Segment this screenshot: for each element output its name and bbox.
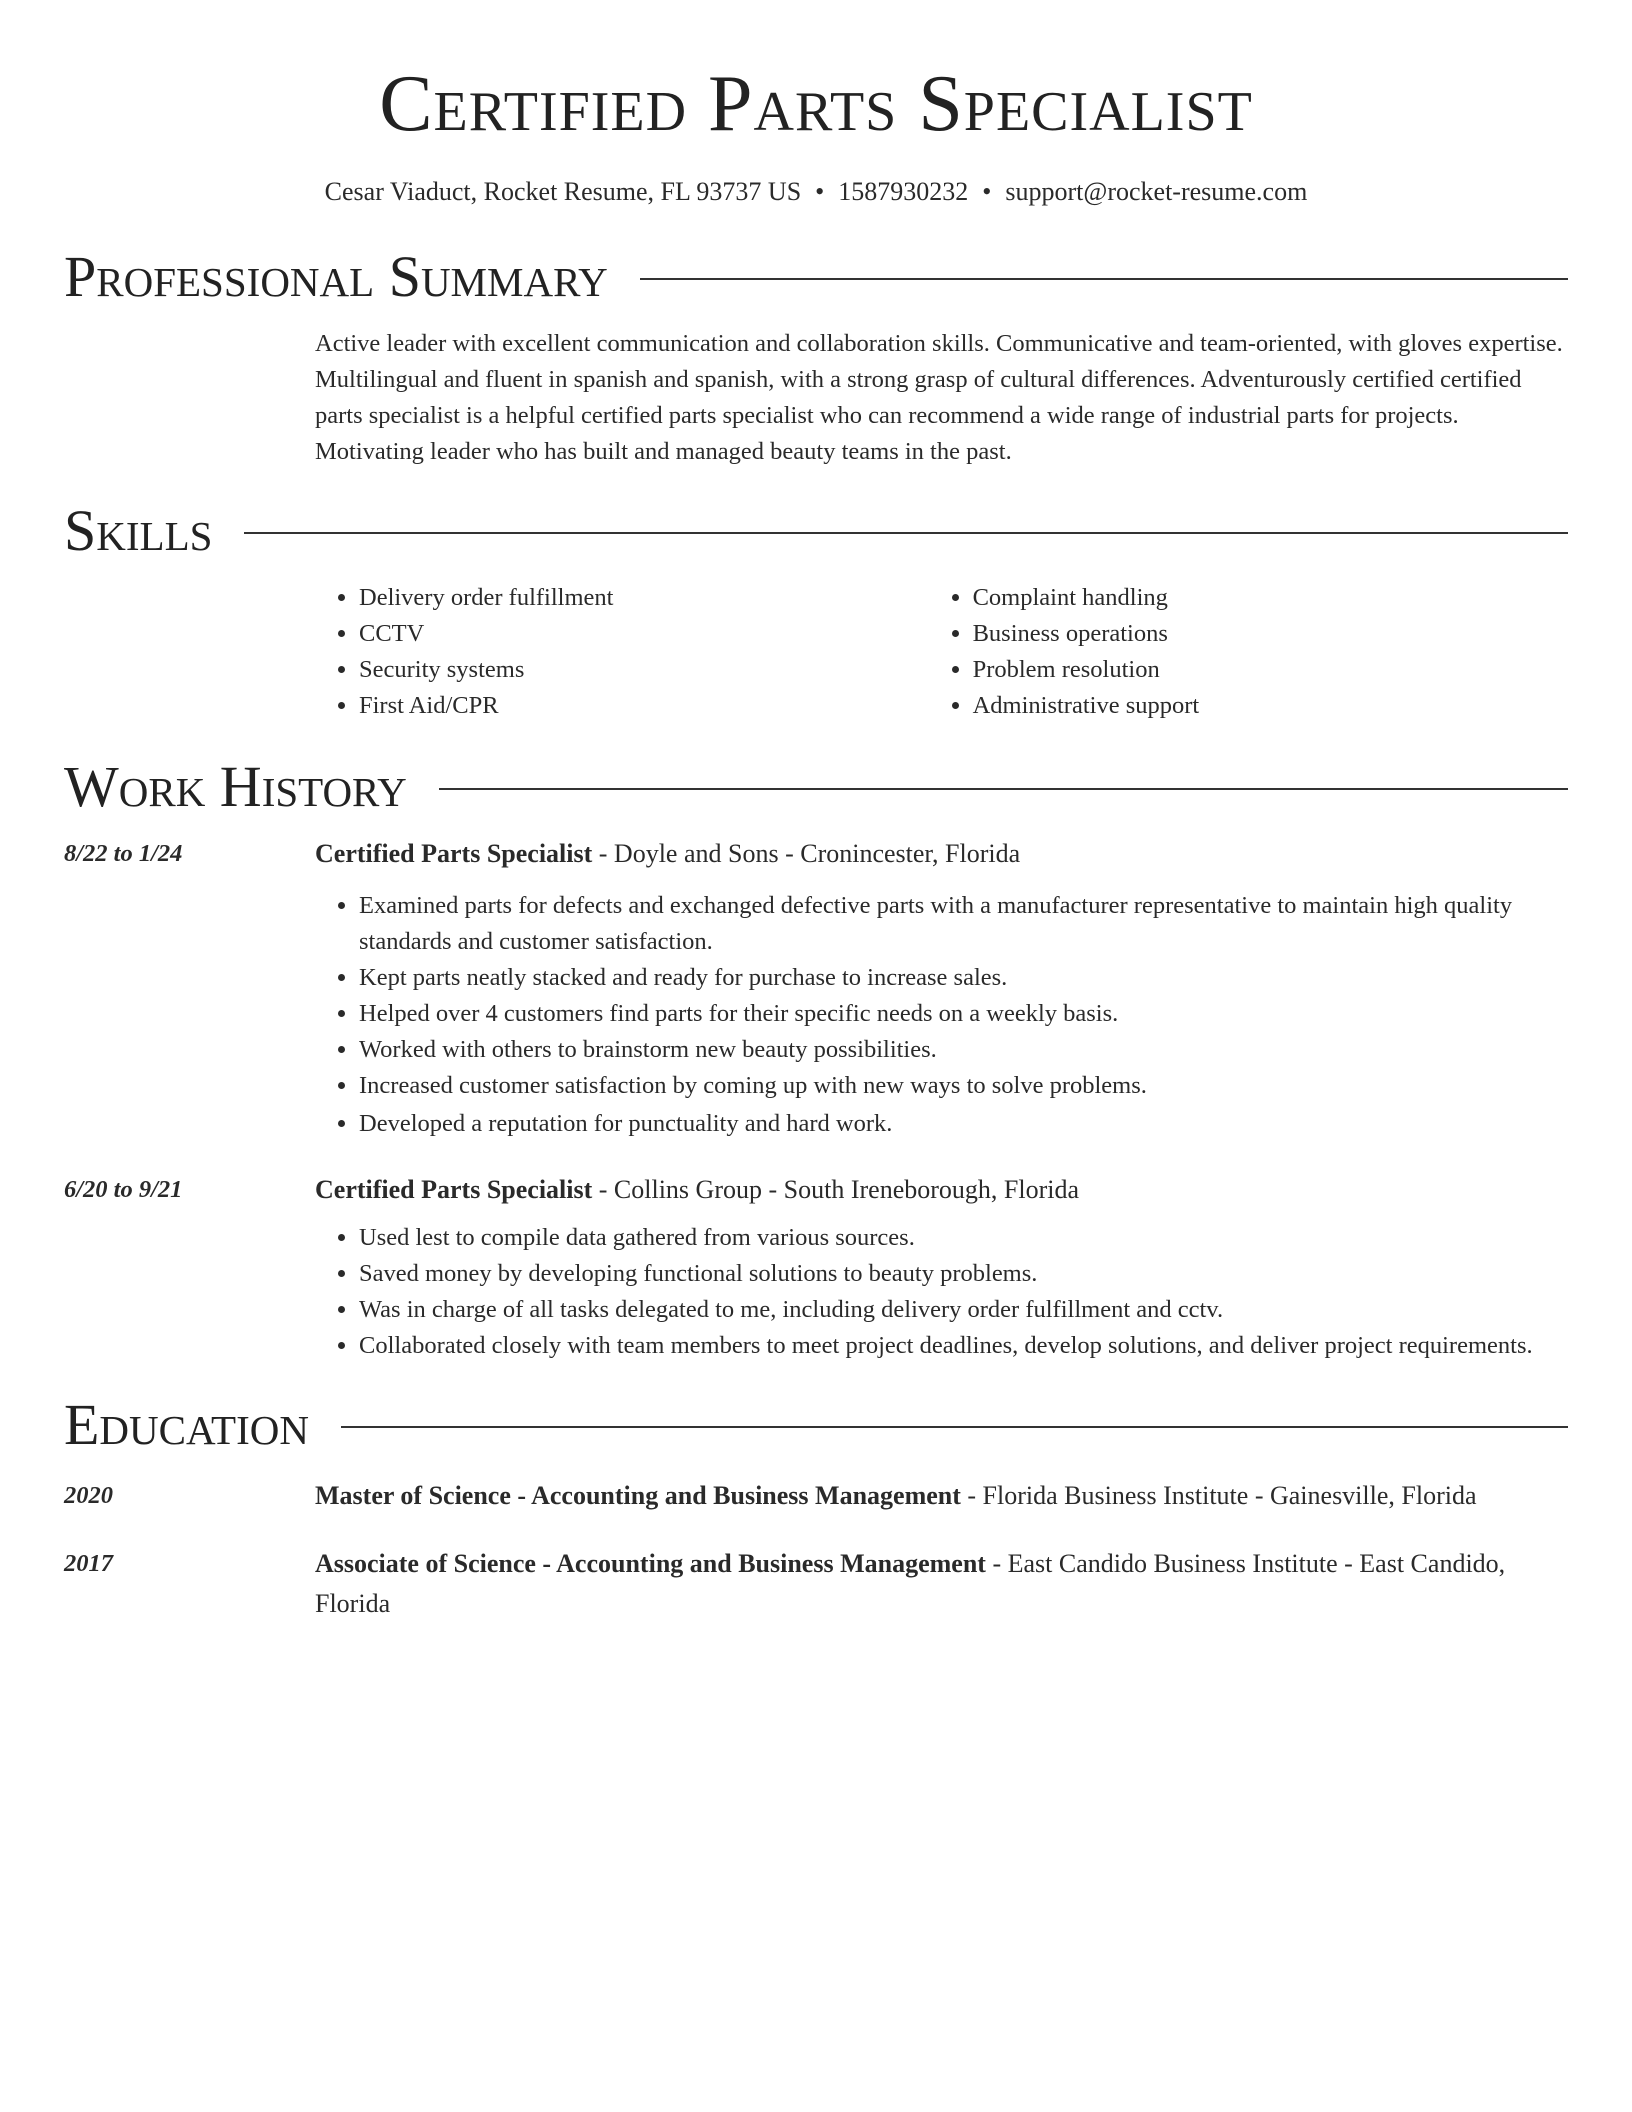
job-bullets [315,888,1568,1142]
skill-item: • Business operations [973,616,1568,652]
job-bullet: • Used lest to compile data gathered from various sources. [359,1220,1568,1256]
skill-item: • Delivery order fulfillment [359,580,929,616]
contact-separator: • [982,177,992,206]
education-school: - Florida Business Institute - Gainesville, Florida [960,1481,1477,1510]
job-bullets [315,1220,1568,1364]
job-bullet: • Kept parts neatly stacked and ready for purchase to increase sales. [359,960,1568,996]
job-bullet: • Examined parts for defects and exchanged defective parts with a manufacturer representative to maintain high quality standards and customer satisfaction. [359,888,1568,960]
skill-item: • Complaint handling [973,580,1568,616]
job-dates: 6/20 to 9/21 [64,1176,183,1203]
section-divider [640,278,1568,280]
job-employer: - Collins Group - South Ireneborough, Florida [592,1175,1079,1204]
job-title-line [315,834,1568,874]
skill-item: • Security systems [359,652,929,688]
education-degree: Associate of Science - Accounting and Business Management [315,1549,986,1578]
education-school: - East Candido Business Institute - East Candido, Florida [315,1549,1506,1618]
education-section-header [64,1392,1568,1458]
skills-column-left [315,580,929,724]
job-body [315,1170,1568,1364]
skill-item: • CCTV [359,616,929,652]
skill-item: • Problem resolution [973,652,1568,688]
skills-heading: Skills [64,498,213,563]
skills-list [315,580,1568,724]
job-employer: - Doyle and Sons - Cronincester, Florida [592,839,1021,868]
summary-section-header [64,244,1568,310]
summary-text: Active leader with excellent communication and collaboration skills. Communicative and team-oriented, with gloves expertise. Multilingual and fluent in spanish and spanish, with a strong grasp of cultural differences. Adventurously certified certified parts specialist is a helpful certified parts specialist who can recommend a wide range of industrial parts for projects. Motivating leader who has built and managed beauty teams in the past. [315,330,1563,465]
education-year: 2020 [64,1482,113,1509]
job-entry [64,834,1568,1142]
education-entry [64,1476,1568,1516]
job-dates: 8/22 to 1/24 [64,840,183,867]
job-bullet: • Was in charge of all tasks delegated to me, including delivery order fulfillment and cctv. [359,1292,1568,1328]
skill-item: • First Aid/CPR [359,688,929,724]
job-body [315,834,1568,1142]
resume-page [64,0,1568,1624]
summary-heading: Professional Summary [64,244,608,309]
education-body [315,1544,1568,1624]
job-bullet: • Collaborated closely with team members to meet project deadlines, develop solutions, and deliver project requirements. [359,1328,1568,1364]
contact-email: support@rocket-resume.com [1005,177,1308,206]
job-bullet: • Saved money by developing functional solutions to beauty problems. [359,1256,1568,1292]
contact-phone: 1587930232 [838,177,969,206]
section-divider [244,532,1568,534]
skill-item: • Administrative support [973,688,1568,724]
education-degree: Master of Science - Accounting and Business Management [315,1481,961,1510]
job-entry [64,1170,1568,1364]
section-divider [439,788,1568,790]
section-divider [341,1426,1568,1428]
job-title: Certified Parts Specialist [315,1175,593,1204]
education-heading: Education [64,1392,309,1457]
job-title-line [315,1170,1568,1210]
job-title: Certified Parts Specialist [315,839,593,868]
job-bullet: • Helped over 4 customers find parts for their specific needs on a weekly basis. [359,996,1568,1032]
education-entry [64,1544,1568,1624]
skills-section-header [64,498,1568,564]
contact-address: Cesar Viaduct, Rocket Resume, FL 93737 US [324,177,802,206]
contact-separator: • [815,177,825,206]
education-body [315,1476,1568,1516]
job-bullet: • Developed a reputation for punctuality and hard work. [359,1106,1568,1142]
skills-column-right [929,580,1568,724]
work-heading: Work History [64,754,407,819]
contact-line [64,174,1568,210]
education-year: 2017 [64,1550,113,1577]
job-bullet: • Worked with others to brainstorm new beauty possibilities. [359,1032,1568,1068]
work-section-header [64,754,1568,820]
resume-title: Certified Parts Specialist [379,60,1253,148]
job-bullet: • Increased customer satisfaction by coming up with new ways to solve problems. [359,1068,1568,1104]
